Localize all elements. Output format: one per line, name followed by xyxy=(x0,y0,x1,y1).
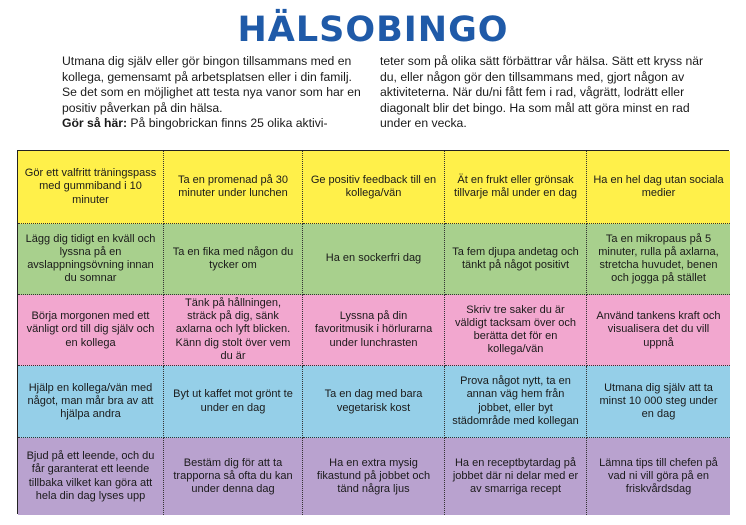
bingo-cell-text: Börja morgonen med ett vänligt ord till dig själv och en kollega xyxy=(26,310,155,349)
intro-paragraph: Utmana dig själv eller gör bingon tillsammans med en kollega, gemensamt på arbetsplatsen eller i din familj. Se det som en möjlighet att testa nya vanor som har en positiv påverkan på din hälsa. xyxy=(62,54,361,115)
bingo-cell-text: Ha en sockerfri dag xyxy=(325,252,422,265)
bingo-cell-text: Lämna tips till chefen på vad ni vill göra på en friskvårdsdag xyxy=(599,456,718,496)
bingo-cell-text: Ta en mikropaus på 5 minuter, rulla på axlarna, stretcha huvudet, benen och jogga på stället xyxy=(598,232,719,285)
bingo-cell[interactable] xyxy=(445,295,587,366)
bingo-cell-text: Lägg dig tidigt en kväll och lyssna på en avslappningsövning innan du somnar xyxy=(25,232,156,285)
intro-paragraph-continued: teter som på olika sätt förbättrar vår hälsa. Sätt ett kryss när du, eller någon gör den tillsammans med, gjort någon av aktiviteterna. När du/ni fått fem i rad, vågrätt, lodrätt eller diagonalt blir det bingo. Ha som mål att göra minst en rad under en vecka. xyxy=(380,54,704,131)
howto-label: Gör så här: xyxy=(62,116,128,131)
bingo-cell-text: Tänk på hållningen, sträck på dig, sänk axlarna och lyft blicken. Känn dig stolt över vem du är xyxy=(175,296,291,362)
bingo-cell-text: Använd tankens kraft och visualisera det du vill uppnå xyxy=(596,310,721,349)
bingo-cell-text: Ha en receptbytardag på jobbet där ni delar med er av smarriga recept xyxy=(452,456,579,496)
bingo-cell[interactable] xyxy=(18,438,164,515)
bingo-cell-text: Ta en dag med bara vegetarisk kost xyxy=(324,388,423,414)
bingo-board xyxy=(17,150,729,514)
bingo-cell[interactable] xyxy=(164,151,303,224)
bingo-cell[interactable] xyxy=(164,438,303,515)
bingo-cell-text: Bestäm dig för att ta trapporna så ofta du kan under denna dag xyxy=(173,456,293,496)
bingo-cell-text: Hjälp en kollega/vän med något, man mår bra av att hjälpa andra xyxy=(27,381,154,421)
bingo-cell[interactable] xyxy=(445,151,587,224)
bingo-cell[interactable] xyxy=(445,224,587,295)
bingo-cell[interactable] xyxy=(303,366,445,438)
bingo-cell[interactable] xyxy=(587,295,730,366)
bingo-cell-text: Byt ut kaffet mot grönt te under en dag xyxy=(173,388,293,414)
bingo-cell[interactable] xyxy=(587,438,730,515)
bingo-cell[interactable] xyxy=(303,224,445,295)
page-title: HÄLSOBINGO xyxy=(237,10,509,50)
bingo-cell-text: Skriv tre saker du är väldigt tacksam över och berätta det för en kollega/vän xyxy=(454,303,577,356)
bingo-cell-text: Ha en extra mysig fikastund på jobbet och tänd några ljus xyxy=(316,456,431,496)
bingo-cell[interactable] xyxy=(587,224,730,295)
bingo-cell[interactable] xyxy=(164,366,303,438)
intro-right-column xyxy=(380,54,710,132)
bingo-cell-text: Gör ett valfritt träningspass med gummiband i 10 minuter xyxy=(24,167,157,206)
bingo-cell-text: Ta en fika med någon du tycker om xyxy=(172,245,294,271)
bingo-cell-text: Ta en promenad på 30 minuter under lunchen xyxy=(177,173,289,199)
bingo-cell[interactable] xyxy=(303,295,445,366)
bingo-cell-text: Ta fem djupa andetag och tänkt på något positivt xyxy=(452,245,579,271)
bingo-cell-text: Bjud på ett leende, och du får garanterat ett leende tillbaka vilket kan göra att hela din dag lyses upp xyxy=(26,450,155,502)
howto-text: På bingobrickan finns 25 olika aktivi- xyxy=(130,116,328,131)
bingo-cell-text: Lyssna på din favoritmusik i hörlurarna under lunchrasten xyxy=(314,310,433,349)
bingo-cell-text: Ge positiv feedback till en kollega/vän xyxy=(310,173,437,199)
bingo-cell[interactable] xyxy=(164,224,303,295)
intro-left-column xyxy=(62,54,362,132)
bingo-cell[interactable] xyxy=(587,151,730,224)
bingo-cell[interactable] xyxy=(445,366,587,438)
bingo-cell[interactable] xyxy=(303,438,445,515)
bingo-cell[interactable] xyxy=(303,151,445,224)
bingo-cell[interactable] xyxy=(18,295,164,366)
bingo-cell-text: Prova något nytt, ta en annan väg hem från jobbet, eller byt städområde med kollegan xyxy=(452,375,579,427)
bingo-cell-text: Ha en hel dag utan sociala medier xyxy=(593,173,724,199)
bingo-cell[interactable] xyxy=(18,224,164,295)
bingo-cell-text: Ät en frukt eller grönsak tillvarje mål under en dag xyxy=(454,173,577,199)
bingo-cell[interactable] xyxy=(18,366,164,438)
bingo-cell[interactable] xyxy=(587,366,730,438)
bingo-cell[interactable] xyxy=(164,295,303,366)
bingo-cell[interactable] xyxy=(445,438,587,515)
bingo-cell[interactable] xyxy=(18,151,164,224)
bingo-cell-text: Utmana dig själv att ta minst 10 000 steg under en dag xyxy=(599,381,718,421)
